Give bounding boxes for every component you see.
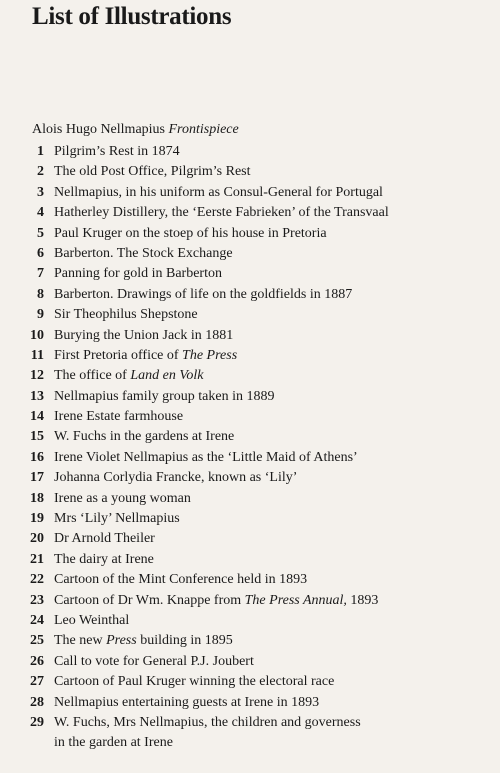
list-item — [0, 183, 500, 203]
caption-text: Sir Theophilus Shepstone — [54, 307, 198, 323]
item-number: 14 — [30, 409, 44, 425]
list-item — [0, 224, 500, 244]
caption-text: First Pretoria office of — [54, 347, 183, 363]
caption-text: The new — [54, 633, 107, 649]
list-item — [0, 366, 500, 386]
caption-text: Leo Weinthal — [54, 612, 130, 628]
list-item — [0, 509, 500, 529]
caption-text: Paul Kruger on the stoep of his house in Pretoria — [54, 225, 327, 241]
list-item — [0, 591, 500, 611]
item-number: 8 — [37, 286, 44, 302]
caption-text: Barberton. The Stock Exchange — [54, 245, 233, 261]
list-item — [0, 489, 500, 509]
caption-text: W. Fuchs, Mrs Nellmapius, the children and governess — [54, 714, 361, 730]
item-caption — [54, 489, 191, 509]
item-number: 7 — [37, 266, 44, 282]
item-caption — [54, 387, 274, 407]
caption-text: Hatherley Distillery, the ‘Eerste Fabrieken’ of the Transvaal — [54, 205, 389, 221]
caption-text: Mrs ‘Lily’ Nellmapius — [54, 511, 180, 527]
list-item — [0, 672, 500, 692]
frontispiece-label: Frontispiece — [168, 122, 239, 137]
list-item — [0, 448, 500, 468]
list-item — [0, 611, 500, 631]
item-number: 23 — [30, 592, 44, 608]
list-item — [0, 713, 500, 754]
item-number: 22 — [30, 572, 44, 588]
caption-text: Call to vote for General P.J. Joubert — [54, 653, 254, 669]
item-caption — [54, 407, 183, 427]
item-number: 4 — [37, 205, 44, 221]
item-caption — [54, 264, 222, 284]
caption-text: Cartoon of Dr Wm. Knappe from — [54, 592, 245, 608]
item-caption — [54, 509, 180, 529]
item-number: 10 — [30, 327, 44, 343]
item-caption — [54, 550, 154, 570]
caption-text: Pilgrim’s Rest in 1874 — [54, 144, 180, 159]
italic-title: The Press — [182, 347, 238, 363]
caption-text: Dr Arnold Theiler — [54, 531, 155, 547]
caption-text: Irene as a young woman — [54, 490, 191, 506]
caption-text: The old Post Office, Pilgrim’s Rest — [54, 164, 251, 180]
caption-text: Barberton. Drawings of life on the goldfields in 1887 — [54, 286, 353, 302]
caption-text: building in 1895 — [136, 633, 233, 649]
list-item — [0, 387, 500, 407]
caption-text: Nellmapius family group taken in 1889 — [54, 388, 275, 404]
caption-text: Irene Violet Nellmapius as the ‘Little Maid of Athens’ — [54, 449, 358, 465]
list-item — [0, 468, 500, 488]
item-number: 9 — [37, 307, 44, 323]
item-number: 2 — [37, 164, 44, 180]
item-number: 18 — [30, 490, 44, 506]
item-caption — [54, 203, 389, 223]
item-caption — [54, 591, 378, 611]
list-item — [0, 162, 500, 182]
caption-text: 1893 — [346, 592, 379, 608]
item-caption — [54, 162, 251, 182]
italic-title: Land en Volk — [130, 368, 204, 384]
item-number: 3 — [37, 184, 44, 200]
item-number: 27 — [30, 674, 44, 690]
item-number: 25 — [30, 633, 44, 649]
caption-text: Panning for gold in Barberton — [54, 266, 222, 282]
item-caption — [54, 224, 327, 244]
item-number: 11 — [30, 347, 44, 363]
caption-text: Johanna Corlydia Francke, known as ‘Lily’ — [54, 470, 298, 486]
list-item — [0, 550, 500, 570]
list-item — [0, 203, 500, 223]
item-number: 17 — [30, 470, 44, 486]
caption-text: The dairy at Irene — [54, 551, 154, 567]
item-number: 26 — [30, 653, 44, 669]
list-item — [0, 285, 500, 305]
item-caption — [54, 713, 361, 754]
item-number: 6 — [37, 245, 44, 261]
page-title: List of Illustrations — [32, 3, 232, 30]
item-caption — [54, 468, 297, 488]
caption-text: Cartoon of Paul Kruger winning the electoral race — [54, 674, 335, 690]
item-number: 21 — [30, 551, 44, 567]
item-number: 29 — [30, 714, 44, 730]
item-number: 28 — [30, 694, 44, 710]
list-item — [0, 326, 500, 346]
item-caption — [54, 611, 129, 631]
list-item — [0, 142, 500, 162]
item-caption — [54, 244, 233, 264]
list-item — [0, 407, 500, 427]
caption-text: Nellmapius, in his uniform as Consul-General for Portugal — [54, 184, 383, 200]
item-caption — [54, 529, 155, 549]
list-item — [0, 631, 500, 651]
item-caption — [54, 142, 180, 162]
item-caption — [54, 448, 358, 468]
list-item — [0, 427, 500, 447]
caption-text: Nellmapius entertaining guests at Irene in 1893 — [54, 694, 320, 710]
list-item — [0, 305, 500, 325]
item-number: 15 — [30, 429, 44, 445]
item-caption — [54, 183, 383, 203]
item-caption — [54, 693, 319, 713]
item-caption — [54, 631, 233, 651]
item-number: 20 — [30, 531, 44, 547]
list-item — [0, 529, 500, 549]
caption-text: The office of — [54, 368, 131, 384]
item-caption — [54, 652, 254, 672]
list-item — [0, 652, 500, 672]
item-number: 13 — [30, 388, 44, 404]
item-caption — [54, 346, 237, 366]
list-item — [0, 693, 500, 713]
item-number: 5 — [37, 225, 44, 241]
italic-title: Press — [106, 633, 137, 649]
item-caption — [54, 326, 233, 346]
frontispiece-caption: Alois Hugo Nellmapius — [32, 122, 165, 137]
caption-continuation: in the garden at Irene — [54, 735, 173, 751]
item-number: 24 — [30, 612, 44, 628]
list-item — [0, 346, 500, 366]
list-item — [0, 570, 500, 590]
list-item — [0, 244, 500, 264]
item-caption — [54, 366, 203, 386]
frontispiece-entry — [32, 120, 239, 140]
list-item — [0, 264, 500, 284]
item-caption — [54, 305, 198, 325]
item-number: 12 — [30, 368, 44, 384]
caption-text: Burying the Union Jack in 1881 — [54, 327, 234, 343]
item-number: 19 — [30, 511, 44, 527]
caption-text: Cartoon of the Mint Conference held in 1893 — [54, 572, 308, 588]
item-caption — [54, 672, 334, 692]
item-caption — [54, 570, 307, 590]
item-number: 16 — [30, 449, 44, 465]
illustrations-list — [0, 142, 500, 754]
item-caption — [54, 427, 234, 447]
item-caption — [54, 285, 352, 305]
caption-text: W. Fuchs in the gardens at Irene — [54, 429, 235, 445]
caption-text: Irene Estate farmhouse — [54, 409, 184, 425]
italic-title: The Press Annual, — [244, 592, 347, 608]
item-number: 1 — [37, 144, 44, 159]
